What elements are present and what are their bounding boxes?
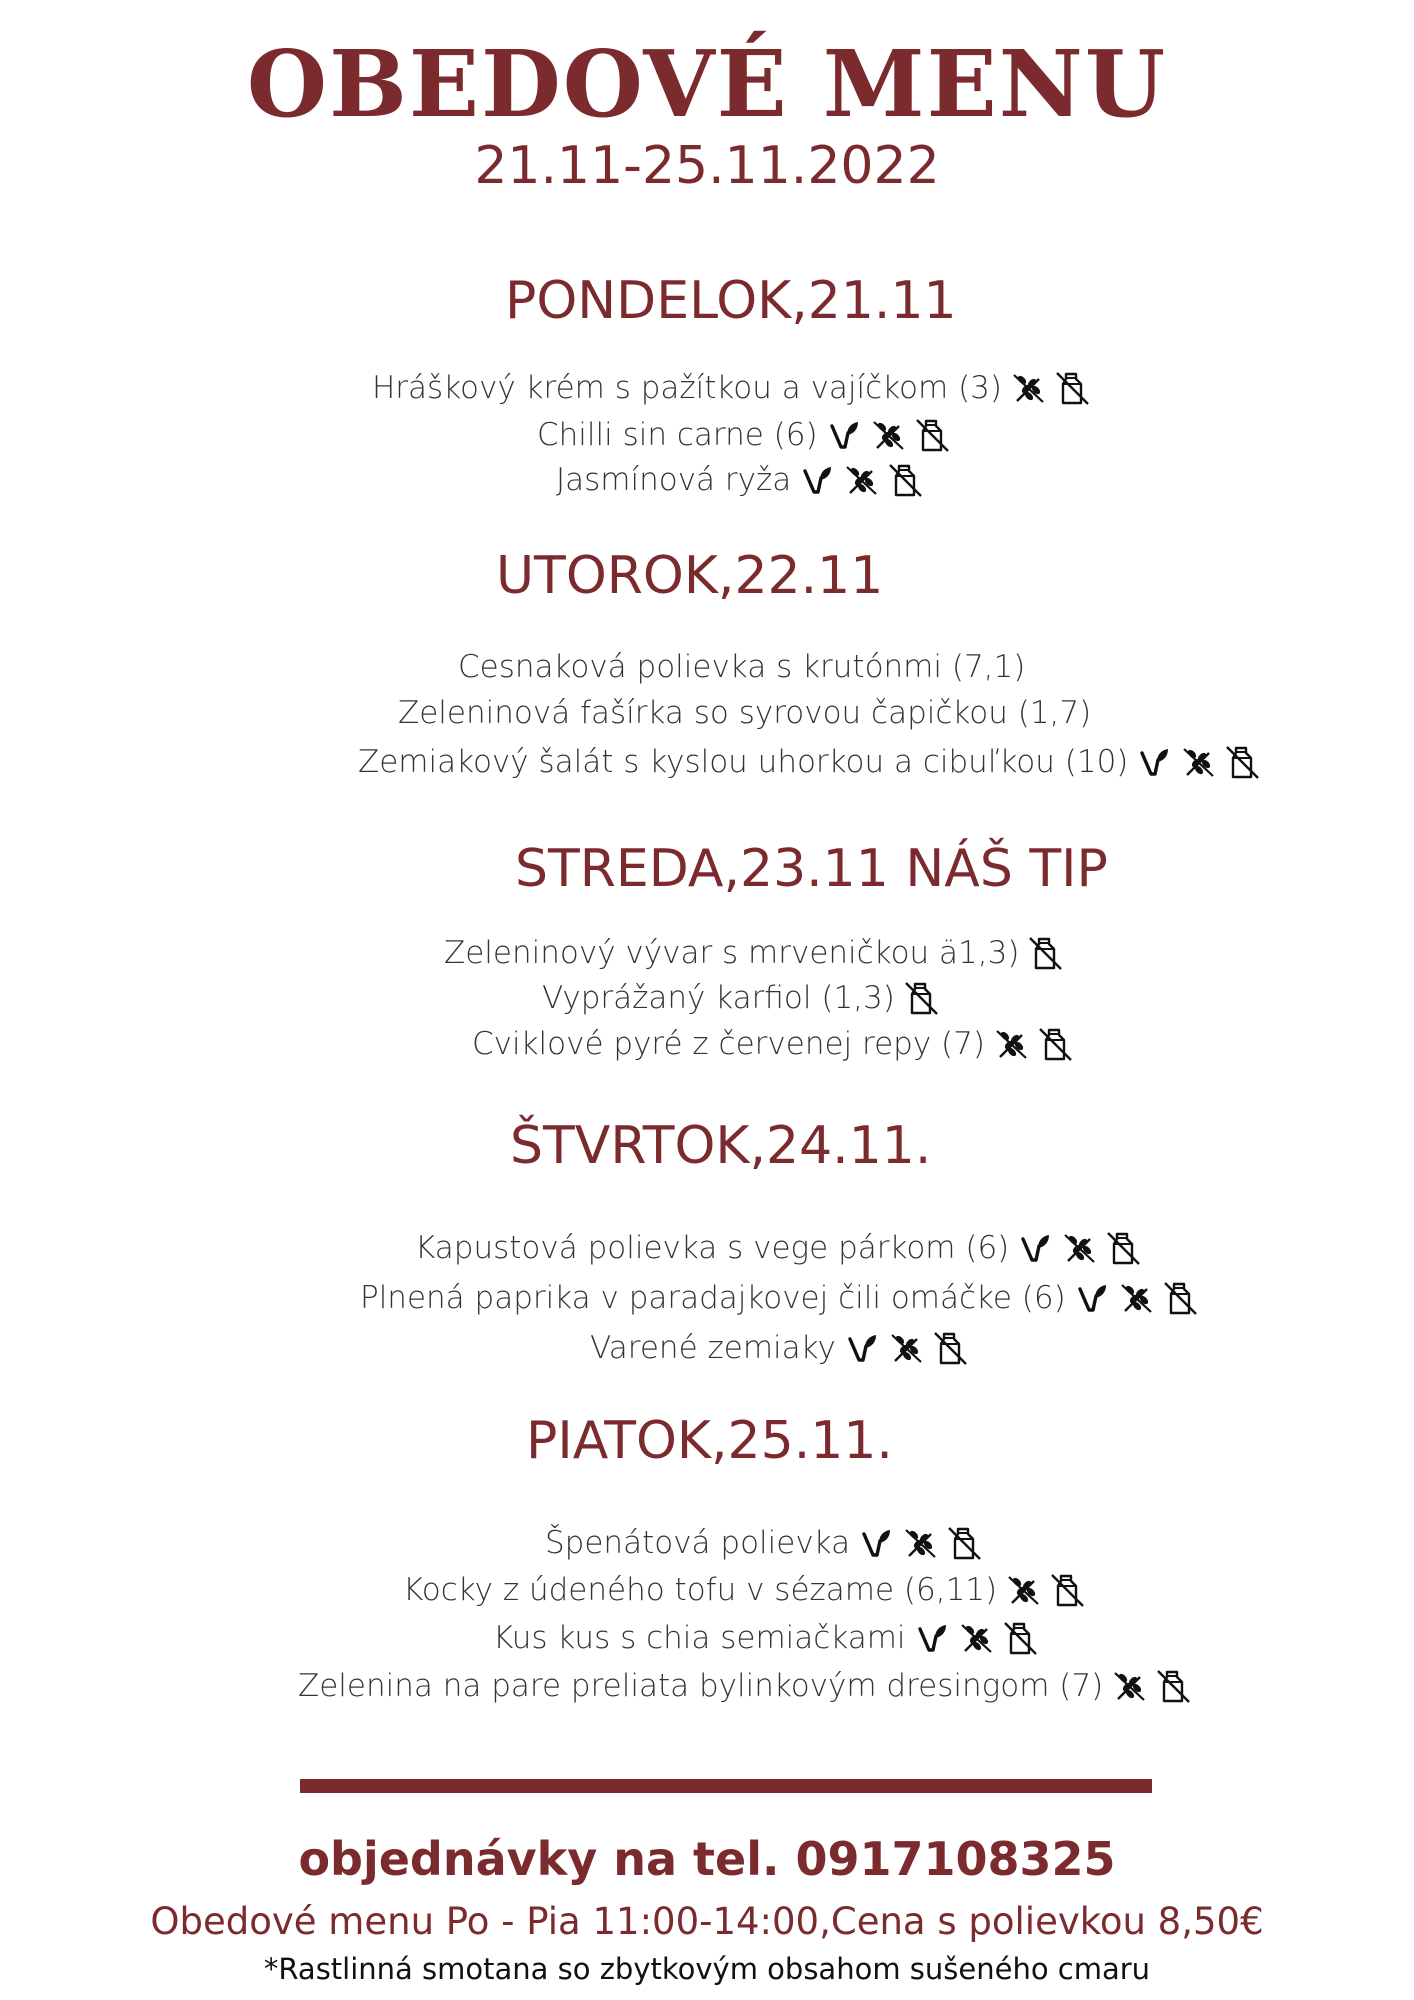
day-heading-wednesday: STREDA,23.11 NÁŠ TIP <box>515 839 1108 899</box>
lactose-free-icon <box>903 980 939 1016</box>
menu-item: Kapustová polievka s vege párkom (6) <box>415 1230 1141 1266</box>
gluten-free-icon <box>1180 744 1216 780</box>
lactose-free-icon <box>887 462 923 498</box>
lactose-free-icon <box>1027 935 1063 971</box>
menu-item: Hráškový krém s pažítkou a vajíčkom (3) <box>372 370 1090 406</box>
gluten-free-icon <box>1010 370 1046 406</box>
lactose-free-icon <box>932 1330 968 1366</box>
lactose-free-icon <box>1155 1668 1191 1704</box>
lactose-free-icon <box>914 417 950 453</box>
order-phone: objednávky na tel. 0917108325 <box>298 1832 1116 1886</box>
menu-item: Chilli sin carne (6) <box>537 417 950 453</box>
gluten-free-icon <box>1061 1230 1097 1266</box>
lactose-free-icon <box>1105 1230 1141 1266</box>
gluten-free-icon <box>958 1620 994 1656</box>
gluten-free-icon <box>1005 1572 1041 1608</box>
menu-item: Zeleninová fašírka so syrovou čapičkou (1,7) <box>398 695 1092 731</box>
gluten-free-icon <box>888 1330 924 1366</box>
vegan-icon <box>1074 1280 1110 1316</box>
menu-item: Plnená paprika v paradajkovej čili omáčke (6) <box>360 1280 1198 1316</box>
menu-item: Jasmínová ryža <box>556 462 923 498</box>
gluten-free-icon <box>1111 1668 1147 1704</box>
menu-item: Špenátová polievka <box>545 1525 982 1561</box>
vegan-icon <box>844 1330 880 1366</box>
menu-item: Zeleninový vývar s mrveničkou ä1,3) <box>444 935 1063 971</box>
vegan-icon <box>858 1525 894 1561</box>
menu-title: OBEDOVÉ MENU <box>246 30 1168 138</box>
gluten-free-icon <box>870 417 906 453</box>
lactose-free-icon <box>1037 1026 1073 1062</box>
lactose-free-icon <box>1054 370 1090 406</box>
vegan-icon <box>914 1620 950 1656</box>
menu-item: Vyprážaný karfiol (1,3) <box>542 980 939 1016</box>
day-heading-friday: PIATOK,25.11. <box>526 1411 893 1471</box>
opening-hours-price: Obedové menu Po - Pia 11:00-14:00,Cena s polievkou 8,50€ <box>150 1900 1264 1943</box>
vegan-icon <box>799 462 835 498</box>
menu-item: Kocky z údeného tofu v sézame (6,11) <box>403 1572 1085 1608</box>
menu-item: Kus kus s chia semiačkami <box>493 1620 1038 1656</box>
menu-item: Varené zemiaky <box>590 1330 968 1366</box>
lactose-free-icon <box>946 1525 982 1561</box>
gluten-free-icon <box>993 1026 1029 1062</box>
lactose-free-icon <box>1049 1572 1085 1608</box>
day-heading-tuesday: UTOROK,22.11 <box>496 546 884 606</box>
date-range: 21.11-25.11.2022 <box>474 136 940 196</box>
gluten-free-icon <box>843 462 879 498</box>
day-heading-monday: PONDELOK,21.11 <box>505 271 957 331</box>
lactose-free-icon <box>1162 1280 1198 1316</box>
vegan-icon <box>1017 1230 1053 1266</box>
gluten-free-icon <box>902 1525 938 1561</box>
footnote: *Rastlinná smotana so zbytkovým obsahom sušeného cmaru <box>263 1952 1151 1986</box>
menu-item: Cesnaková polievka s krutónmi (7,1) <box>458 649 1026 685</box>
divider <box>300 1779 1152 1793</box>
gluten-free-icon <box>1118 1280 1154 1316</box>
vegan-icon <box>1136 744 1172 780</box>
lactose-free-icon <box>1002 1620 1038 1656</box>
menu-item: Zemiakový šalát s kyslou uhorkou a cibuľkou (10) <box>358 744 1260 780</box>
lactose-free-icon <box>1224 744 1260 780</box>
vegan-icon <box>826 417 862 453</box>
menu-item: Zelenina na pare preliata bylinkovým dresingom (7) <box>298 1668 1191 1704</box>
day-heading-thursday: ŠTVRTOK,24.11. <box>510 1116 932 1176</box>
menu-item: Cviklové pyré z červenej repy (7) <box>472 1026 1073 1062</box>
